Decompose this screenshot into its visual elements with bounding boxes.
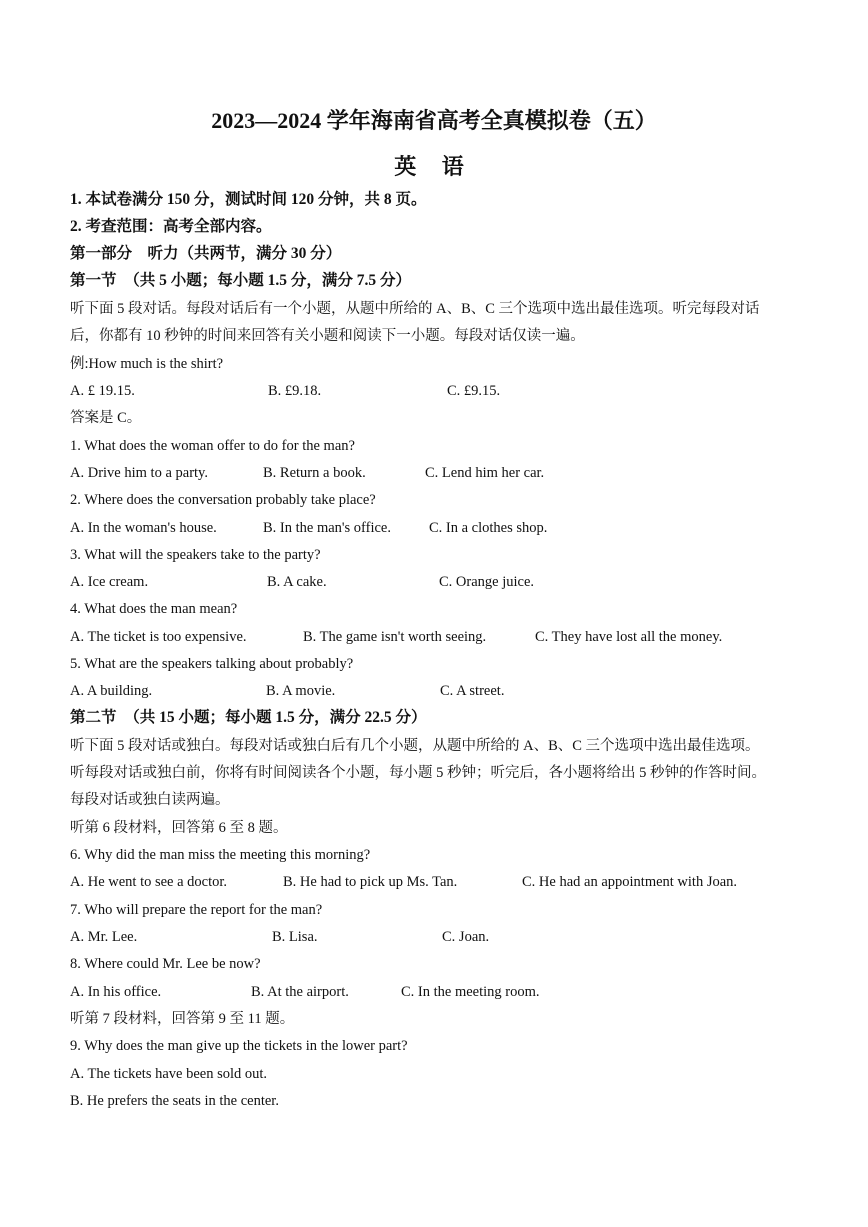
- q2-option-b: B. In the man's office.: [263, 520, 391, 536]
- section2-heading: 第二节 （共 15 小题；每小题 1.5 分，满分 22.5 分）: [70, 709, 427, 726]
- section2-instructions-1: 听下面 5 段对话或独白。每段对话或独白后有几个小题，从题中所给的 A、B、C 三个选项中选出最佳选项。: [70, 738, 760, 754]
- question-4: 4. What does the man mean?: [70, 601, 238, 617]
- q1-option-b: B. Return a book.: [263, 465, 366, 481]
- question-8-options: [70, 982, 818, 1002]
- material-6-note: 听第 6 段材料，回答第 6 至 8 题。: [70, 820, 288, 836]
- example-options: [70, 381, 818, 401]
- q6-option-a: A. He went to see a doctor.: [70, 874, 228, 890]
- example-answer: 答案是 C。: [70, 410, 142, 426]
- question-4-options: [70, 627, 818, 647]
- q5-option-a: A. A building.: [70, 683, 153, 699]
- question-1: 1. What does the woman offer to do for the man?: [70, 438, 355, 454]
- example-option-c: C. £9.15.: [447, 383, 501, 399]
- section1-heading: 第一节 （共 5 小题；每小题 1.5 分，满分 7.5 分）: [70, 272, 412, 289]
- q8-option-c: C. In the meeting room.: [401, 984, 540, 1000]
- q5-option-c: C. A street.: [440, 683, 505, 699]
- question-5-options: [70, 681, 818, 701]
- question-7: 7. Who will prepare the report for the man?: [70, 902, 323, 918]
- q7-option-a: A. Mr. Lee.: [70, 929, 138, 945]
- q1-option-a: A. Drive him to a party.: [70, 465, 208, 481]
- page-title: 2023—2024 学年海南省高考全真模拟卷（五）: [211, 108, 657, 133]
- q3-option-a: A. Ice cream.: [70, 574, 149, 590]
- q1-option-c: C. Lend him her car.: [425, 465, 545, 481]
- q8-option-b: B. At the airport.: [251, 984, 349, 1000]
- part1-heading: 第一部分 听力（共两节，满分 30 分）: [70, 245, 342, 262]
- example-option-b: B. £9.18.: [268, 383, 322, 399]
- section2-instructions-2: 听每段对话或独白前，你将有时间阅读各个小题，每小题 5 秒钟；听完后，各小题将给出 5 秒钟的作答时间。: [70, 765, 766, 781]
- q6-option-b: B. He had to pick up Ms. Tan.: [283, 874, 458, 890]
- example-question: 例:How much is the shirt?: [70, 356, 224, 372]
- material-7-note: 听第 7 段材料，回答第 9 至 11 题。: [70, 1011, 295, 1027]
- section1-instructions-2: 后，你都有 10 秒钟的时间来回答有关小题和阅读下一小题。每段对话仅读一遍。: [70, 328, 585, 344]
- question-3: 3. What will the speakers take to the party?: [70, 547, 321, 563]
- q8-option-a: A. In his office.: [70, 984, 162, 1000]
- q9-option-a: A. The tickets have been sold out.: [70, 1066, 268, 1082]
- q4-option-a: A. The ticket is too expensive.: [70, 629, 247, 645]
- q3-option-c: C. Orange juice.: [439, 574, 535, 590]
- question-3-options: [70, 572, 818, 592]
- section1-instructions-1: 听下面 5 段对话。每段对话后有一个小题，从题中所给的 A、B、C 三个选项中选出最佳选项。听完每段对话: [70, 301, 760, 317]
- question-7-options: [70, 927, 818, 947]
- q9-option-b: B. He prefers the seats in the center.: [70, 1093, 279, 1109]
- q6-option-c: C. He had an appointment with Joan.: [522, 874, 738, 890]
- q4-option-b: B. The game isn't worth seeing.: [303, 629, 487, 645]
- example-option-a: A. £ 19.15.: [70, 383, 135, 399]
- q2-option-a: A. In the woman's house.: [70, 520, 217, 536]
- subject-title: 英 语: [394, 154, 474, 179]
- note-1: 1. 本试卷满分 150 分，测试时间 120 分钟，共 8 页。: [70, 191, 427, 208]
- section2-instructions-3: 每段对话或独白读两遍。: [70, 792, 230, 808]
- question-6: 6. Why did the man miss the meeting this morning?: [70, 847, 371, 863]
- q2-option-c: C. In a clothes shop.: [429, 520, 548, 536]
- question-6-options: [70, 872, 818, 892]
- question-1-options: [70, 463, 818, 483]
- q3-option-b: B. A cake.: [267, 574, 327, 590]
- question-8: 8. Where could Mr. Lee be now?: [70, 956, 261, 972]
- question-9: 9. Why does the man give up the tickets in the lower part?: [70, 1038, 408, 1054]
- note-2: 2. 考查范围：高考全部内容。: [70, 218, 272, 235]
- q5-option-b: B. A movie.: [266, 683, 336, 699]
- question-2-options: [70, 518, 818, 538]
- q7-option-c: C. Joan.: [442, 929, 490, 945]
- q7-option-b: B. Lisa.: [272, 929, 318, 945]
- question-2: 2. Where does the conversation probably take place?: [70, 492, 376, 508]
- question-5: 5. What are the speakers talking about probably?: [70, 656, 354, 672]
- q4-option-c: C. They have lost all the money.: [535, 629, 723, 645]
